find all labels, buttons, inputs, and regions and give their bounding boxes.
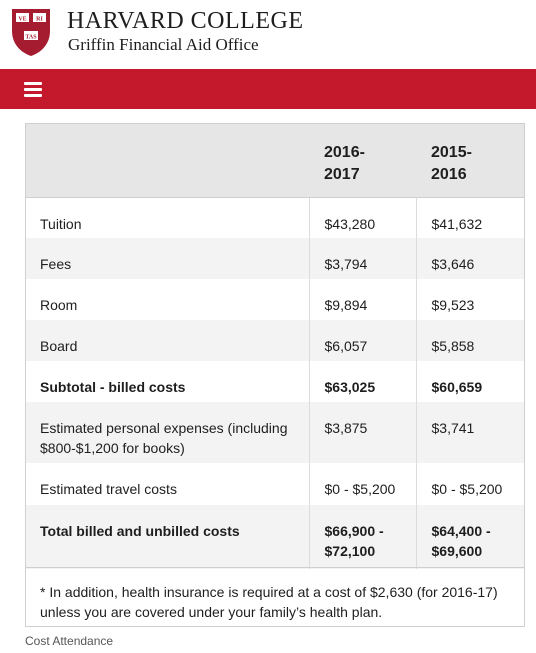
header-2016-line2: 2017 [324, 166, 360, 183]
image-caption: Cost Attendance [25, 634, 114, 648]
table-row [26, 361, 524, 402]
table-row [26, 505, 524, 569]
college-title[interactable]: HARVARD COLLEGE [67, 8, 304, 34]
table-row [26, 238, 524, 279]
row-label-total: Total billed and unbilled costs [26, 505, 309, 569]
menu-bar-3 [24, 94, 42, 97]
header-2016-line1: 2016- [324, 144, 365, 161]
cell-2015: $9,523 [416, 279, 524, 320]
row-label-room: Room [40, 297, 78, 313]
row-label-board: Board [26, 320, 309, 361]
table-row [26, 197, 524, 238]
header-2016-2017 [309, 124, 416, 197]
cell-2016: $6,057 [309, 320, 416, 361]
header-label-column [26, 124, 309, 197]
harvard-shield-logo[interactable] [10, 7, 52, 57]
main-navbar [0, 69, 536, 109]
header-2015-2016 [416, 124, 524, 197]
office-subtitle: Griffin Financial Aid Office [68, 35, 259, 54]
cell-2016: $3,875 [309, 402, 416, 463]
hamburger-menu-icon[interactable] [24, 81, 42, 97]
cell-2016: $9,894 [309, 279, 416, 320]
table-row [26, 402, 524, 463]
row-label-travel: Estimated travel costs [40, 481, 177, 497]
cell-2015: $60,659 [416, 361, 524, 402]
cell-2016: $63,025 [309, 361, 416, 402]
table-row [26, 279, 524, 320]
cell-2015: $5,858 [416, 320, 524, 361]
table-header-row [26, 124, 524, 197]
row-label-personal-expenses: Estimated personal expenses (including $800-$1,200 for books) [26, 402, 309, 463]
cell-2016: $66,900 - $72,100 [309, 505, 416, 569]
cell-2016: $3,794 [309, 238, 416, 279]
cell-2015: $3,646 [416, 238, 524, 279]
cost-of-attendance-table [26, 124, 524, 569]
site-header [0, 0, 536, 69]
cell-2015: $0 - $5,200 [416, 463, 524, 505]
header-2015-line2: 2016 [431, 166, 467, 183]
health-insurance-footnote: * In addition, health insurance is required at a cost of $2,630 (for 2016-17) unless you are covered under your family’s health plan. [26, 567, 524, 627]
cell-2015: $3,741 [416, 402, 524, 463]
cell-2016: $43,280 [309, 197, 416, 238]
row-label-subtotal: Subtotal - billed costs [40, 379, 186, 395]
row-label-tuition: Tuition [40, 215, 82, 232]
cell-2015: $41,632 [416, 197, 524, 238]
shield-text-ri: RI [36, 16, 43, 23]
menu-bar-1 [24, 82, 42, 85]
menu-bar-2 [24, 88, 42, 91]
cell-2016: $0 - $5,200 [309, 463, 416, 505]
header-2015-line1: 2015- [431, 144, 472, 161]
cell-2015: $64,400 - $69,600 [416, 505, 524, 569]
shield-text-tas: TAS [25, 34, 37, 41]
table-row [26, 463, 524, 505]
row-label-fees: Fees [26, 238, 309, 279]
cost-table-container [25, 123, 525, 627]
table-row [26, 320, 524, 361]
shield-text-ve: VE [18, 16, 27, 23]
